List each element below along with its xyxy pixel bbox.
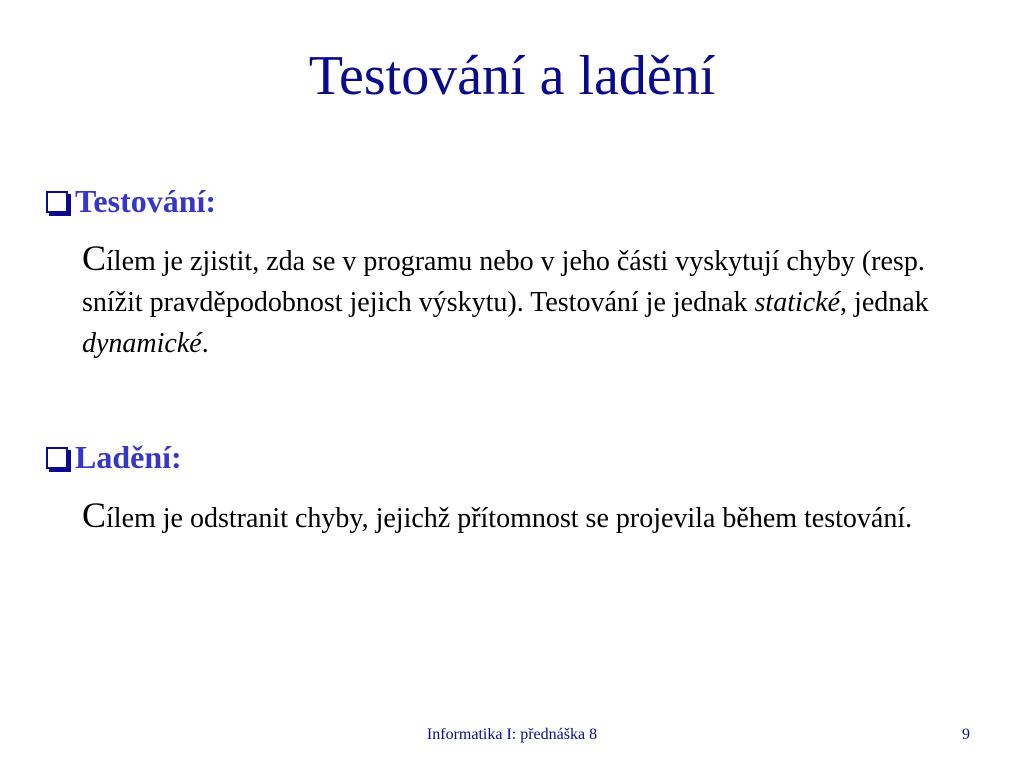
checkbox-icon [46, 447, 68, 469]
paragraph-text: ílem je odstranit chyby, jejichž přítomnost se projevila během testování. [106, 503, 913, 534]
section-paragraph-ladeni [82, 495, 982, 539]
page-number: 9 [962, 726, 970, 743]
section-heading-label: Ladění: [75, 439, 182, 475]
footer-text: Informatika I: přednáška 8 [426, 726, 598, 743]
section-heading-testovani [46, 181, 216, 221]
slide-title: Testování a ladění [308, 45, 716, 107]
checkbox-icon [46, 191, 68, 213]
paragraph-text: ílem je zjistit, zda se v programu nebo v jeho části vyskytují chyby (resp. snížit pravděpodobnost jejich výskytu). Testování je jednak [82, 246, 925, 318]
section-heading-label: Testování: [75, 183, 217, 219]
dropcap-letter: C [82, 495, 107, 535]
dropcap-letter: C [82, 238, 107, 278]
section-heading-ladeni [46, 437, 182, 477]
paragraph-text: , jednak [840, 287, 929, 318]
italic-term-static: statické [754, 287, 841, 318]
paragraph-text: . [201, 328, 209, 359]
section-paragraph-testovani [82, 238, 982, 364]
italic-term-dynamic: dynamické [82, 328, 202, 359]
